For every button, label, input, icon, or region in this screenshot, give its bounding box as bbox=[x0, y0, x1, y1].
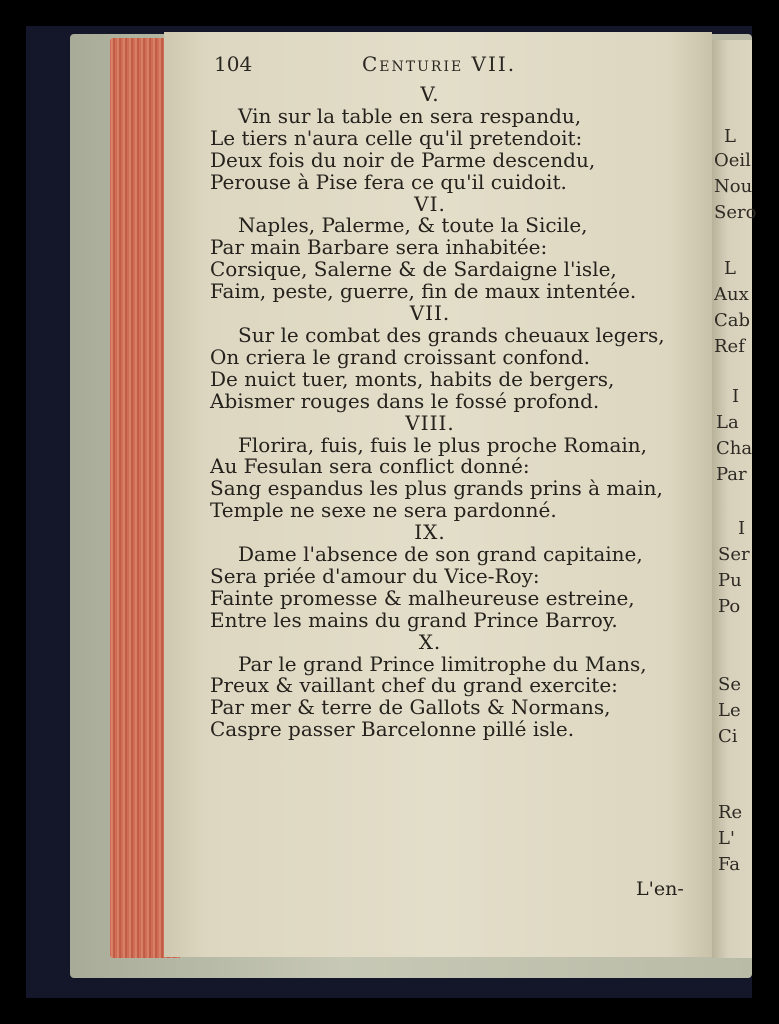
quatrain bbox=[200, 410, 700, 523]
verse-line: Deux fois du noir de Parme descendu, bbox=[210, 147, 596, 172]
next-page-fragment: La bbox=[716, 412, 739, 433]
next-page-fragment: Par bbox=[716, 464, 747, 485]
next-page-fragment: Le bbox=[718, 700, 741, 721]
verse-line: Fainte promesse & malheureuse estreine, bbox=[210, 585, 635, 610]
quatrain-number: VI. bbox=[414, 191, 446, 216]
next-page-fragment: Po bbox=[718, 596, 741, 617]
catchword: L'en- bbox=[636, 878, 684, 900]
next-page-fragment: Sero bbox=[714, 202, 757, 223]
verse-line: Par main Barbare sera inhabitée: bbox=[210, 235, 548, 260]
next-page-fragment: Se bbox=[718, 674, 741, 695]
page-header bbox=[214, 50, 564, 84]
verse-line: Perouse à Pise fera ce qu'il cuidoit. bbox=[210, 169, 567, 194]
verse-line: Corsique, Salerne & de Sardaigne l'isle, bbox=[210, 257, 617, 282]
verse-line: Par mer & terre de Gallots & Normans, bbox=[210, 695, 611, 720]
quatrain bbox=[200, 191, 700, 304]
verse-line: Dame l'absence de son grand capitaine, bbox=[238, 542, 643, 567]
next-page-fragment: L' bbox=[718, 828, 735, 849]
next-page-fragment: L bbox=[724, 258, 736, 279]
verse-line: Entre les mains du grand Prince Barroy. bbox=[210, 607, 618, 632]
verse-line: Faim, peste, guerre, fin de maux intentée. bbox=[210, 279, 637, 304]
verse-line: Au Fesulan sera conflict donné: bbox=[210, 454, 530, 479]
page-number: 104 bbox=[214, 52, 253, 76]
verse-line: On criera le grand croissant confond. bbox=[210, 344, 590, 369]
next-page-fragment: Aux bbox=[714, 284, 749, 305]
verse-line: Temple ne sexe ne sera pardonné. bbox=[210, 498, 557, 523]
next-page-fragment: Oeil bbox=[714, 150, 751, 171]
next-page-fragment: I bbox=[738, 518, 746, 539]
verse-line: Par le grand Prince limitrophe du Mans, bbox=[238, 651, 647, 676]
verse-line: Sera priée d'amour du Vice-Roy: bbox=[210, 563, 540, 588]
next-page-fragment: Ref bbox=[714, 336, 745, 357]
verse-line: Le tiers n'aura celle qu'il pretendoit: bbox=[210, 125, 583, 150]
next-page-fragment: Nou bbox=[714, 176, 753, 197]
next-page-fragment: Ser bbox=[718, 544, 750, 565]
verse-line: Caspre passer Barcelonne pillé isle. bbox=[210, 717, 575, 742]
quatrain-number: X. bbox=[418, 629, 442, 654]
next-page-fragment: Fa bbox=[718, 854, 740, 875]
next-page-fragment: Pu bbox=[718, 570, 742, 591]
quatrain-number: VIII. bbox=[405, 410, 455, 435]
next-page-fragment: L bbox=[724, 126, 736, 147]
verse-line: De nuict tuer, monts, habits de bergers, bbox=[210, 366, 615, 391]
quatrain bbox=[200, 629, 700, 742]
quatrain bbox=[200, 303, 700, 413]
quatrain-number: IX. bbox=[414, 520, 446, 545]
page-text bbox=[200, 84, 700, 741]
verse-line: Vin sur la table en sera respandu, bbox=[238, 103, 582, 128]
next-page-fragment: Ci bbox=[718, 726, 738, 747]
next-page-fragment: Re bbox=[718, 802, 743, 823]
next-page-fragment: Cab bbox=[714, 310, 751, 331]
verse-line: Naples, Palerme, & toute la Sicile, bbox=[238, 213, 588, 238]
verse-line: Abismer rouges dans le fossé profond. bbox=[210, 388, 600, 413]
verse-line: Sur le combat des grands cheuaux legers, bbox=[238, 322, 665, 347]
quatrain bbox=[200, 522, 700, 632]
next-page-fragment: I bbox=[732, 386, 740, 407]
quatrain-number: V. bbox=[420, 82, 440, 106]
verse-line: Sang espandus les plus grands prins à main, bbox=[210, 476, 663, 501]
next-page-edge bbox=[712, 40, 757, 958]
verse-line: Florira, fuis, fuis le plus proche Romain, bbox=[238, 432, 648, 457]
verse-line: Preux & vaillant chef du grand exercite: bbox=[210, 673, 618, 698]
running-head: Centurie VII. bbox=[362, 52, 517, 76]
quatrain-number: VII. bbox=[409, 301, 451, 326]
next-page-fragment: Cha bbox=[716, 438, 753, 459]
quatrain bbox=[200, 84, 700, 194]
